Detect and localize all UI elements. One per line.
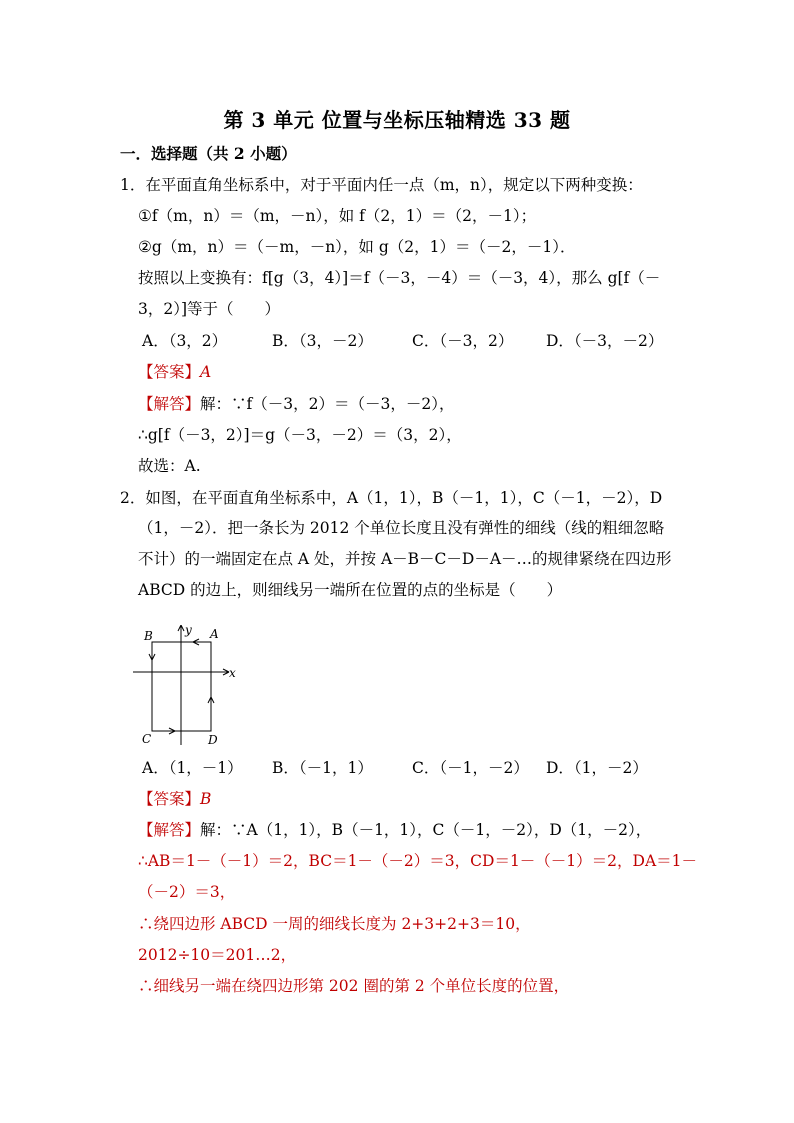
q1-choice-c: C．（－3，2） xyxy=(412,332,514,350)
q2-solution-label: 【解答】 xyxy=(138,821,201,839)
q1-solution-line-3: 故选：A. xyxy=(138,457,201,475)
q2-answer-label: 【答案】 xyxy=(138,790,201,808)
q1-rule-1: ①f（m，n）＝（m，－n），如 f（2，1）＝（2，－1）； xyxy=(138,207,537,225)
q1-stem-line-2: 按照以上变换有：f[g（3，4）]＝f（－3，－4）＝（－3，4），那么 g[f（－ xyxy=(138,269,661,287)
label-b: B xyxy=(144,629,153,643)
label-d: D xyxy=(208,733,218,747)
q1-solution-label: 【解答】 xyxy=(138,395,201,413)
q2-solution-text-1: 解：∵A（1，1），B（－1，1），C（－1，－2），D（1，－2）， xyxy=(200,821,652,839)
q1-stem-line-3: 3，2）]等于（ ） xyxy=(138,300,281,318)
q2-solution-line-2: ∴AB＝1－（－1）＝2，BC＝1－（－2）＝3，CD＝1－（－1）＝2，DA＝1－ xyxy=(138,852,698,870)
q2-stem-line-4: ABCD 的边上，则细线另一端所在位置的点的坐标是（ ） xyxy=(138,581,563,599)
q1-solution-text-1: 解：∵f（－3，2）＝（－3，－2）， xyxy=(200,395,455,413)
q2-coordinate-figure xyxy=(133,625,243,750)
q2-stem-line-2: （1，－2）．把一条长为 2012 个单位长度且没有弹性的细线（线的粗细忽略 xyxy=(138,519,665,537)
q1-stem-line-1: 1．在平面直角坐标系中，对于平面内任一点（m，n），规定以下两种变换： xyxy=(120,176,643,194)
q2-solution-line-1 xyxy=(138,820,651,840)
q2-solution-line-5: 2012÷10＝201…2， xyxy=(138,946,297,964)
q2-choice-a: A．（1，－1） xyxy=(142,759,243,777)
q1-choice-a: A．（3，2） xyxy=(142,332,228,350)
q2-solution-line-4: ∴绕四边形 ABCD 一周的细线长度为 2+3+2+3＝10， xyxy=(138,915,531,933)
q1-answer-label: 【答案】 xyxy=(138,363,201,381)
label-y: y xyxy=(185,625,192,637)
q2-choice-c: C．（－1，－2） xyxy=(412,759,529,777)
label-x: x xyxy=(229,666,236,680)
q1-rule-2: ②g（m，n）＝（－m，－n），如 g（2，1）＝（－2，－1）． xyxy=(138,238,576,256)
section-heading: 一．选择题（共 2 小题） xyxy=(120,144,297,163)
q2-answer xyxy=(138,789,211,809)
q2-choice-b: B．（－1，1） xyxy=(272,759,373,777)
q1-answer-value: A xyxy=(200,363,212,381)
q2-stem-line-3: 不计）的一端固定在点 A 处，并按 A－B－C－D－A－…的规律紧绕在四边形 xyxy=(138,550,672,568)
label-c: C xyxy=(142,732,152,746)
q1-choice-d: D．（－3，－2） xyxy=(546,332,664,350)
q2-answer-value: B xyxy=(200,790,212,808)
q2-solution-line-3: （－2）＝3， xyxy=(138,883,236,901)
label-a: A xyxy=(210,627,219,641)
q1-choice-b: B．（3，－2） xyxy=(272,332,373,350)
q1-solution-line-2: ∴g[f（－3，2）]＝g（－3，－2）＝（3，2）， xyxy=(138,426,462,444)
q1-answer xyxy=(138,362,211,382)
q2-stem-line-1: 2．如图，在平面直角坐标系中，A（1，1），B（－1，1），C（－1，－2），D xyxy=(120,489,663,507)
page-title: 第 3 单元 位置与坐标压轴精选 33 题 xyxy=(223,108,571,132)
q2-solution-line-6: ∴细线另一端在绕四边形第 202 圈的第 2 个单位长度的位置， xyxy=(138,977,570,995)
q2-choice-d: D．（1，－2） xyxy=(546,759,648,777)
q1-solution-line-1 xyxy=(138,394,454,414)
